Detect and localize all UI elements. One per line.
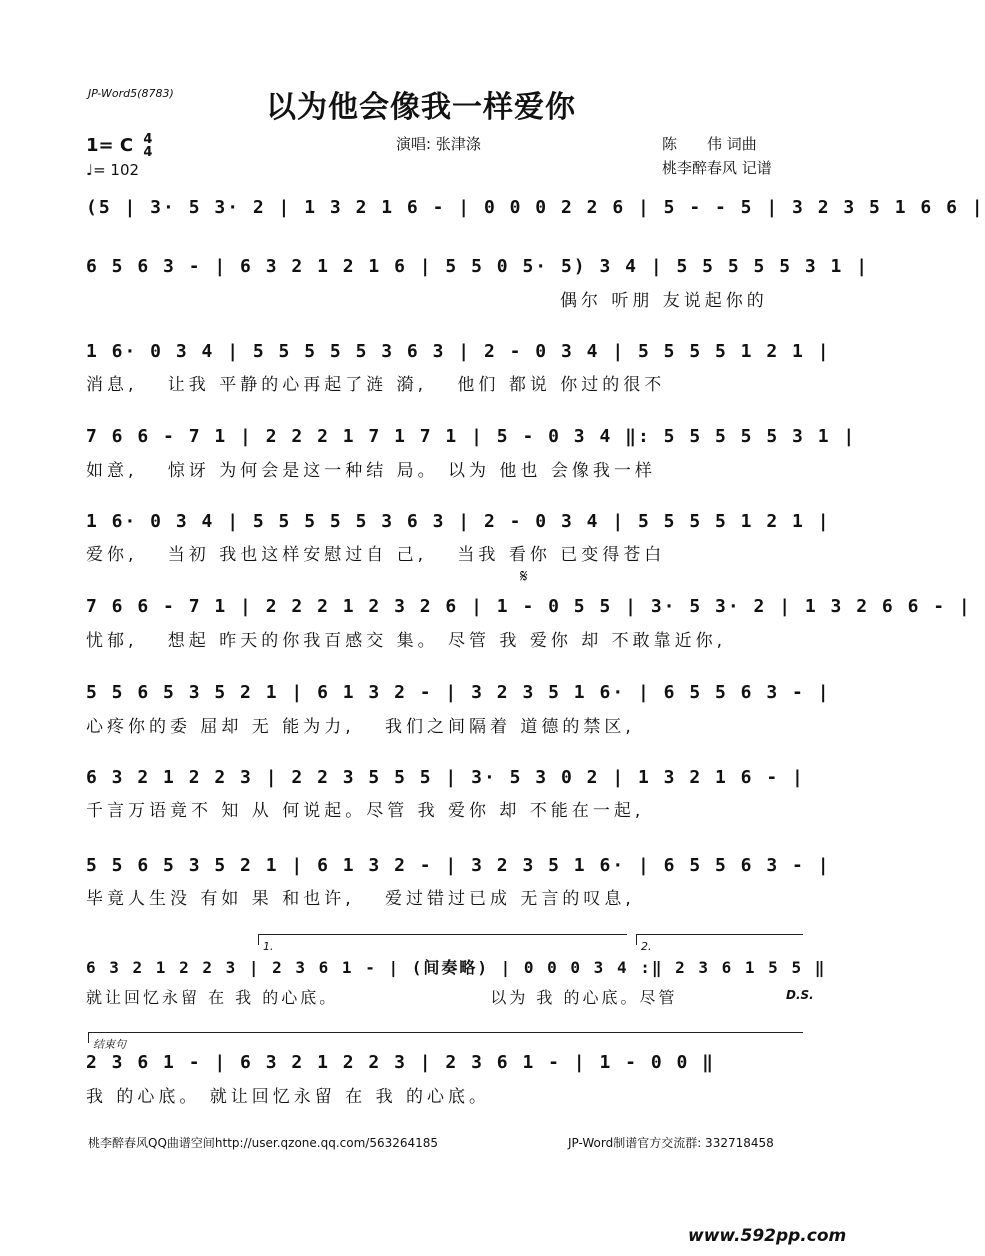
footer-left: 桃李醉春风QQ曲谱空间http://user.qzone.qq.com/563264185 xyxy=(88,1136,439,1150)
software-label: JP-Word5(8783) xyxy=(88,87,174,100)
system-10-lyrics: 就让回忆永留 在 我 的心底。 以为 我 的心底。尽管 xyxy=(86,988,678,1007)
system-3-lyrics: 消息, 让我 平静的心再起了涟 漪, 他们 都说 你过的很不 xyxy=(86,375,666,395)
system-1-notes: (5 | 3· 5 3· 2 | 1 3 2 1 6 - | 0 0 0 2 2 6 | 5 - - 5 | 3 2 3 5 1 6 6 | xyxy=(86,197,985,218)
transcriber-label: 桃李醉春风 记谱 xyxy=(662,159,772,177)
system-8-lyrics: 千言万语竟不 知 从 何说起。尽管 我 爱你 却 不能在一起, xyxy=(86,801,645,821)
volta-1-label: 1. xyxy=(263,940,274,953)
tempo-marking: ♩= 102 xyxy=(86,161,140,179)
site-watermark: www.592pp.com xyxy=(688,1226,847,1246)
system-9-notes: 5 5 6 5 3 5 2 1 | 6 1 3 2 - | 3 2 3 5 1 6· | 6 5 5 6 3 - | xyxy=(86,855,831,876)
system-11-lyrics: 我 的心底。 就让回忆永留 在 我 的心底。 xyxy=(86,1087,491,1107)
volta-1-bracket xyxy=(258,934,627,953)
key-label: 1= C xyxy=(86,135,134,156)
system-4-notes: 7 6 6 - 7 1 | 2 2 2 1 7 1 7 1 | 5 - 0 3 4 ‖: 5 5 5 5 5 3 1 | xyxy=(86,426,857,447)
system-11-notes: 2 3 6 1 - | 6 3 2 1 2 2 3 | 2 3 6 1 - | 1 - 0 0 ‖ xyxy=(86,1052,716,1073)
time-signature xyxy=(143,133,152,159)
time-bottom: 4 xyxy=(143,145,153,160)
system-4-lyrics: 如意, 惊讶 为何会是这一种结 局。 以为 他也 会像我一样 xyxy=(86,461,656,481)
ds-marking: D.S. xyxy=(786,988,814,1002)
volta-2-bracket xyxy=(636,934,803,953)
footer-right: JP-Word制谱官方交流群: 332718458 xyxy=(568,1136,774,1150)
system-10-notes: 6 3 2 1 2 2 3 | 2 3 6 1 - | (间奏略) | 0 0 0 3 4 :‖ 2 3 6 1 5 5 ‖ xyxy=(86,958,827,977)
song-title: 以为他会像我一样爱你 xyxy=(266,90,576,125)
system-2-notes: 6 5 6 3 - | 6 3 2 1 2 1 6 | 5 5 0 5· 5) 3 4 | 5 5 5 5 5 3 1 | xyxy=(86,256,870,277)
coda-bracket xyxy=(88,1032,803,1051)
coda-label: 结束句 xyxy=(93,1038,126,1051)
system-6-lyrics: 忧郁, 想起 昨天的你我百感交 集。 尽管 我 爱你 却 不敢靠近你, xyxy=(86,631,727,651)
system-8-notes: 6 3 2 1 2 2 3 | 2 2 3 5 5 5 | 3· 5 3 0 2 | 1 3 2 1 6 - | xyxy=(86,767,805,788)
composer-label: 陈 伟 词曲 xyxy=(662,135,757,153)
time-top: 4 xyxy=(143,132,153,147)
system-7-lyrics: 心疼你的委 屈却 无 能为力, 我们之间隔着 道德的禁区, xyxy=(86,717,635,737)
segno-sign: 𝄋 xyxy=(520,566,528,587)
system-5-notes: 1 6· 0 3 4 | 5 5 5 5 5 3 6 3 | 2 - 0 3 4 | 5 5 5 5 1 2 1 | xyxy=(86,511,831,532)
system-9-lyrics: 毕竟人生没 有如 果 和也许, 爱过错过已成 无言的叹息, xyxy=(86,889,635,909)
system-5-lyrics: 爱你, 当初 我也这样安慰过自 己, 当我 看你 已变得苍白 xyxy=(86,545,666,565)
system-6-notes: 7 6 6 - 7 1 | 2 2 2 1 2 3 2 6 | 1 - 0 5 5 | 3· 5 3· 2 | 1 3 2 6 6 - | xyxy=(86,596,972,617)
key-signature xyxy=(86,133,152,159)
singer-label: 演唱: 张津涤 xyxy=(396,135,481,153)
volta-2-label: 2. xyxy=(641,940,652,953)
system-3-notes: 1 6· 0 3 4 | 5 5 5 5 5 3 6 3 | 2 - 0 3 4 | 5 5 5 5 1 2 1 | xyxy=(86,341,831,362)
system-7-notes: 5 5 6 5 3 5 2 1 | 6 1 3 2 - | 3 2 3 5 1 6· | 6 5 5 6 3 - | xyxy=(86,682,831,703)
system-2-lyrics: 偶尔 听朋 友说起你的 xyxy=(560,291,768,311)
